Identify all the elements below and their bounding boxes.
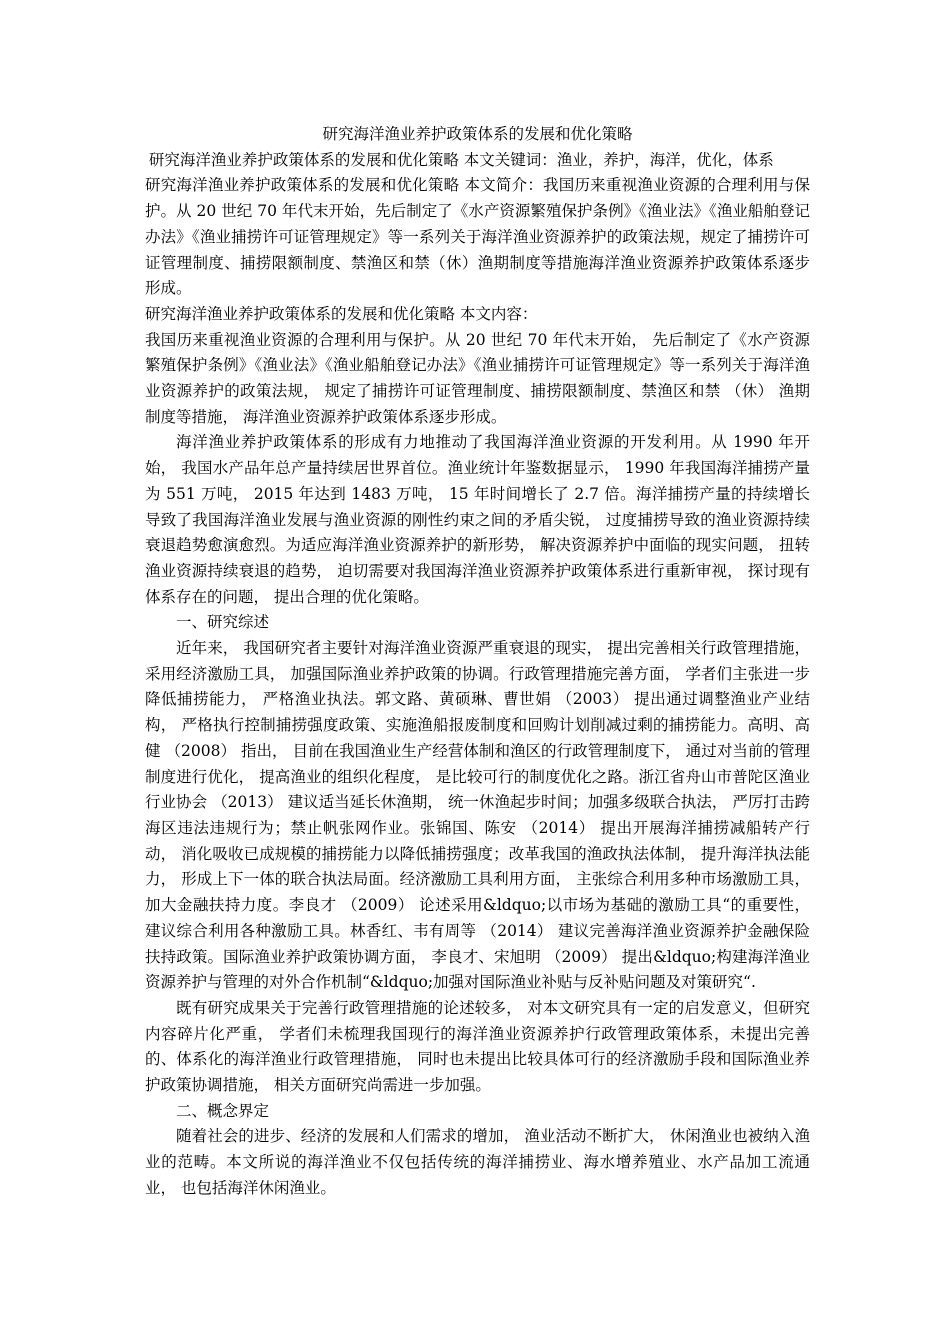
body-paragraph-5: 随着社会的进步、经济的发展和人们需求的增加， 渔业活动不断扩大， 休闲渔业也被纳入渔业的范畴。本文所说的海洋渔业不仅包括传统的海洋捕捞业、海水增养殖业、水产品加工流通业， 也包括海洋休闲渔业。 bbox=[145, 1127, 810, 1197]
body-paragraph-2: 海洋渔业养护政策体系的形成有力地推动了我国海洋渔业资源的开发利用。从 1990 年开始， 我国水产品年总产量持续居世界首位。渔业统计年鉴数据显示， 1990 年我国海洋捕捞产量为 551 万吨， 2015 年达到 1483 万吨， 15 年时间增长了 2.7 倍。海洋捕捞产量的持续增长导致了我国海洋渔业发展与渔业资源的刚性约束之间的矛盾尖锐， 过度捕捞导致的渔业资源持续衰退趋势愈演愈烈。为适应海洋渔业资源养护的新形势， 解决资源养护中面临的现实问题， 扭转渔业资源持续衰退的趋势， 迫切需要对我国海洋渔业资源养护政策体系进行重新审视， 探讨现有体系存在的问题， 提出合理的优化策略。 bbox=[145, 433, 810, 606]
document-title: 研究海洋渔业养护政策体系的发展和优化策略 bbox=[322, 125, 633, 143]
summary-paragraph: 研究海洋渔业养护政策体系的发展和优化策略 本文简介：我国历来重视渔业资源的合理利用与保护。从 20 世纪 70 年代末开始，先后制定了《水产资源繁殖保护条例》《渔业法》《渔业船舶登记办法》《渔业捕捞许可证管理规定》等一系列关于海洋渔业资源养护的政策法规，规定了捕捞许可证管理制度、捕捞限额制度、禁渔区和禁（休）渔期制度等措施海洋渔业资源养护政策体系逐步形成。 bbox=[145, 176, 810, 298]
body-paragraph-4: 既有研究成果关于完善行政管理措施的论述较多， 对本文研究具有一定的启发意义，但研究内容碎片化严重， 学者们未梳理我国现行的海洋渔业资源养护行政管理政策体系，未提出完善的、体系化的海洋渔业行政管理措施， 同时也未提出比较具体可行的经济激励手段和国际渔业养护政策协调措施， 相关方面研究尚需进一步加强。 bbox=[145, 998, 810, 1095]
section-heading-research-review: 一、研究综述 bbox=[176, 613, 270, 632]
body-paragraph-1: 我国历来重视渔业资源的合理利用与保护。从 20 世纪 70 年代末开始， 先后制定了《水产资源繁殖保护条例》《渔业法》《渔业船舶登记办法》《渔业捕捞许可证管理规定》等一系列关于海洋渔业资源养护的政策法规， 规定了捕捞许可证管理制度、捕捞限额制度、禁渔区和禁 （休） 渔期制度等措施， 海洋渔业资源养护政策体系逐步形成。 bbox=[145, 330, 810, 426]
document-page bbox=[145, 122, 810, 1202]
body-paragraph-3: 近年来， 我国研究者主要针对海洋渔业资源严重衰退的现实， 提出完善相关行政管理措施， 采用经济激励工具， 加强国际渔业养护政策的协调。行政管理措施完善方面， 学者们主张进一步降低捕捞能力， 严格渔业执法。郭文路、黄硕琳、曹世娟 （2003） 提出通过调整渔业产业结构， 严格执行控制捕捞强度政策、实施渔船报废制度和回购计划削减过剩的捕捞能力。高明、高健 （2008） 指出， 目前在我国渔业生产经营体制和渔区的行政管理制度下， 通过对当前的管理制度进行优化， 提高渔业的组织化程度， 是比较可行的制度优化之路。浙江省舟山市普陀区渔业行业协会 （2013） 建议适当延长休渔期， 统一休渔起步时间；加强多级联合执法， 严厉打击跨海区违法违规行为；禁止帆张网作业。张锦国、陈安 （2014） 提出开展海洋捕捞减船转产行动， 消化吸收已成规模的捕捞能力以降低捕捞强度；改革我国的渔政执法体制， 提升海洋执法能力， 形成上下一体的联合执法局面。经济激励工具利用方面， 主张综合利用多种市场激励工具， 加大金融扶持力度。李良才 （2009） 论述采用&ldquo;以市场为基础的激励工具“的重要性， 建议综合利用各种激励工具。林香红、韦有周等 （2014） 建议完善海洋渔业资源养护金融保险扶持政策。国际渔业养护政策协调方面， 李良才、宋旭明 （2009） 提出&ldquo;构建海洋渔业资源养护与管理的对外合作机制“&ldquo;加强对国际渔业补贴与反补贴问题及对策研究“. bbox=[145, 639, 810, 992]
content-heading: 研究海洋渔业养护政策体系的发展和优化策略 本文内容： bbox=[145, 304, 538, 323]
section-heading-concept-definition: 二、概念界定 bbox=[176, 1101, 270, 1120]
keywords-line: 研究海洋渔业养护政策体系的发展和优化策略 本文关键词：渔业，养护，海洋，优化，体系 bbox=[148, 150, 774, 169]
